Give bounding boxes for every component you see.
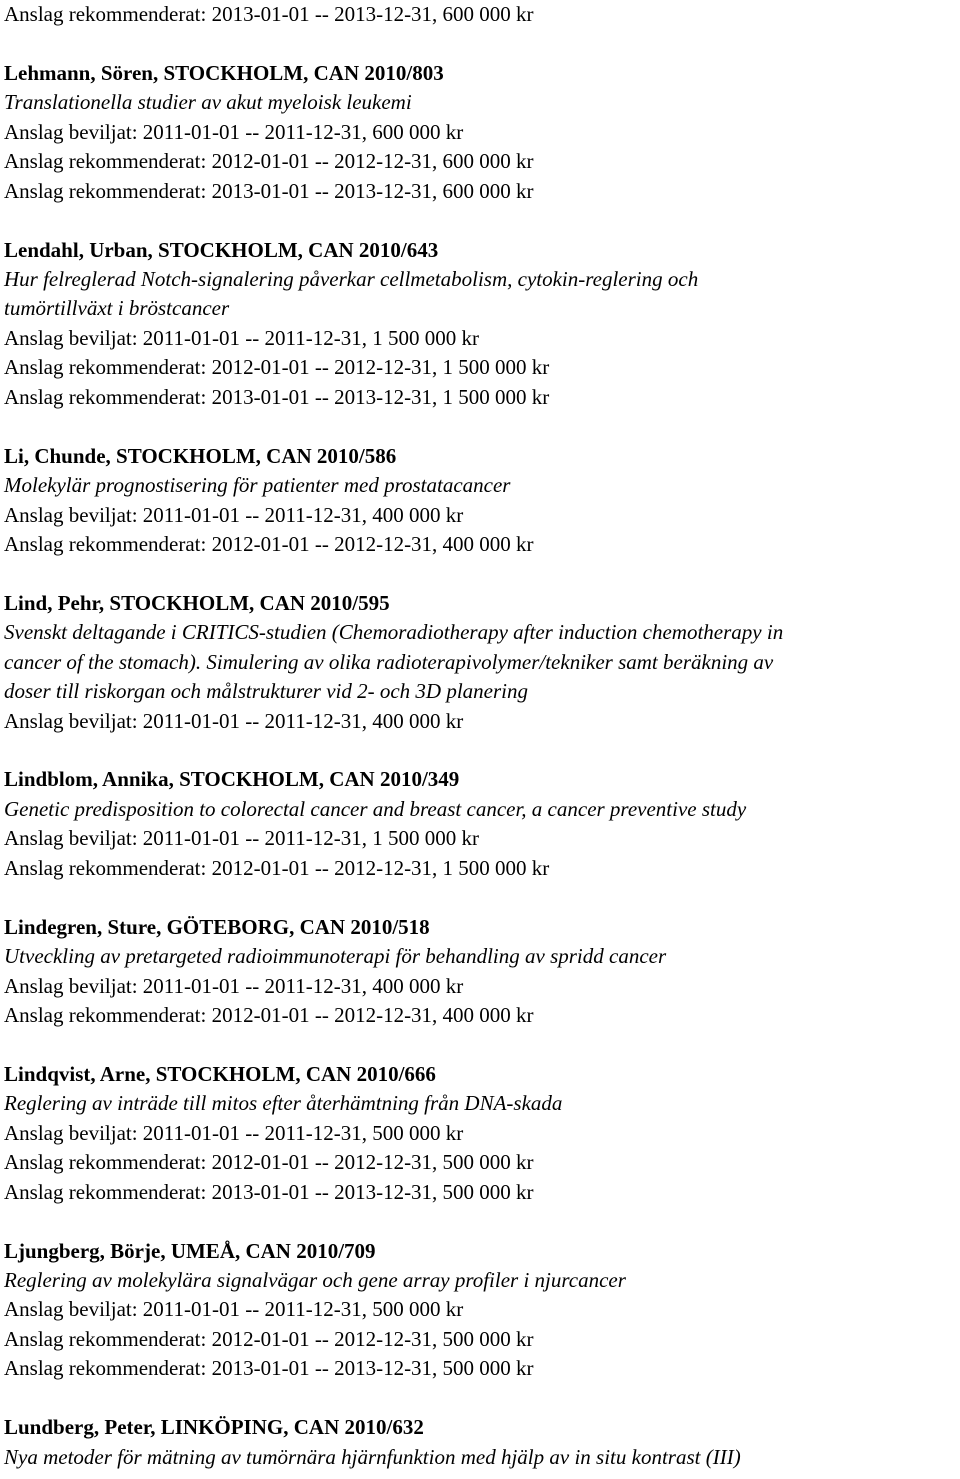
- project-title-line: cancer of the stomach). Simulering av olika radioterapivolymer/tekniker samt beräkning av: [4, 649, 774, 674]
- grant-entry: [4, 236, 960, 413]
- grant-line: Anslag rekommenderat: 2012-01-01 -- 2012-12-31, 500 000 kr: [4, 1326, 534, 1351]
- project-title-line: Molekylär prognostisering för patienter med prostatacancer: [4, 473, 511, 498]
- project-title-line: doser till riskorgan och målstrukturer vid 2- och 3D planering: [4, 679, 528, 704]
- entry-heading: Lindblom, Annika, STOCKHOLM, CAN 2010/349: [4, 767, 460, 792]
- grant-entry: [4, 1060, 960, 1207]
- project-title-line: Svenskt deltagande i CRITICS-studien (Chemoradiotherapy after induction chemotherapy in: [4, 620, 784, 645]
- grant-line: Anslag rekommenderat: 2013-01-01 -- 2013-12-31, 600 000 kr: [4, 178, 534, 203]
- grant-entries: [4, 59, 960, 1472]
- grant-entry: [4, 1413, 960, 1472]
- grant-entry: [4, 442, 960, 560]
- project-title-line: Utveckling av pretargeted radioimmunoterapi för behandling av spridd cancer: [4, 944, 667, 969]
- project-title-line: Hur felreglerad Notch-signalering påverkar cellmetabolism, cytokin-reglering och: [4, 266, 699, 291]
- entry-heading: Lind, Pehr, STOCKHOLM, CAN 2010/595: [4, 590, 390, 615]
- grant-line: Anslag beviljat: 2011-01-01 -- 2011-12-31, 400 000 kr: [4, 708, 464, 733]
- grant-entry: [4, 59, 960, 206]
- grant-line: Anslag rekommenderat: 2012-01-01 -- 2012-12-31, 1 500 000 kr: [4, 855, 550, 880]
- grant-line: Anslag beviljat: 2011-01-01 -- 2011-12-31, 400 000 kr: [4, 973, 464, 998]
- entry-heading: Lendahl, Urban, STOCKHOLM, CAN 2010/643: [4, 237, 439, 262]
- project-title-line: tumörtillväxt i bröstcancer: [4, 296, 230, 321]
- grant-list-document: [4, 0, 960, 1472]
- grant-line: Anslag rekommenderat: 2012-01-01 -- 2012-12-31, 1 500 000 kr: [4, 355, 550, 380]
- lead-grant-line: Anslag rekommenderat: 2013-01-01 -- 2013-12-31, 600 000 kr: [4, 2, 534, 26]
- grant-line: Anslag rekommenderat: 2012-01-01 -- 2012-12-31, 600 000 kr: [4, 149, 534, 174]
- entry-heading: Lindegren, Sture, GÖTEBORG, CAN 2010/518: [4, 914, 430, 939]
- project-title-line: Translationella studier av akut myeloisk leukemi: [4, 90, 412, 115]
- grant-line: Anslag rekommenderat: 2012-01-01 -- 2012-12-31, 500 000 kr: [4, 1150, 534, 1175]
- grant-line: Anslag rekommenderat: 2013-01-01 -- 2013-12-31, 1 500 000 kr: [4, 384, 550, 409]
- project-title-line: Nya metoder för mätning av tumörnära hjärnfunktion med hjälp av in situ kontrast (III): [4, 1444, 741, 1469]
- grant-line: Anslag beviljat: 2011-01-01 -- 2011-12-31, 1 500 000 kr: [4, 325, 479, 350]
- entry-heading: Lehmann, Sören, STOCKHOLM, CAN 2010/803: [4, 60, 444, 85]
- entry-heading: Ljungberg, Börje, UMEÅ, CAN 2010/709: [4, 1238, 376, 1263]
- entry-heading: Li, Chunde, STOCKHOLM, CAN 2010/586: [4, 443, 397, 468]
- grant-entry: [4, 765, 960, 883]
- entry-heading: Lundberg, Peter, LINKÖPING, CAN 2010/632: [4, 1415, 424, 1440]
- grant-line: Anslag beviljat: 2011-01-01 -- 2011-12-31, 500 000 kr: [4, 1120, 464, 1145]
- grant-line: Anslag beviljat: 2011-01-01 -- 2011-12-31, 500 000 kr: [4, 1297, 464, 1322]
- grant-line: Anslag rekommenderat: 2013-01-01 -- 2013-12-31, 500 000 kr: [4, 1179, 534, 1204]
- grant-line: Anslag beviljat: 2011-01-01 -- 2011-12-31, 600 000 kr: [4, 119, 464, 144]
- project-title-line: Reglering av inträde till mitos efter återhämtning från DNA-skada: [4, 1091, 563, 1116]
- grant-entry: [4, 1237, 960, 1384]
- grant-line: Anslag beviljat: 2011-01-01 -- 2011-12-31, 400 000 kr: [4, 502, 464, 527]
- entry-heading: Lindqvist, Arne, STOCKHOLM, CAN 2010/666: [4, 1061, 436, 1086]
- grant-line: Anslag rekommenderat: 2012-01-01 -- 2012-12-31, 400 000 kr: [4, 531, 534, 556]
- grant-entry: [4, 589, 960, 736]
- project-title-line: Genetic predisposition to colorectal cancer and breast cancer, a cancer preventive study: [4, 796, 747, 821]
- project-title-line: Reglering av molekylära signalvägar och gene array profiler i njurcancer: [4, 1267, 626, 1292]
- grant-line: Anslag rekommenderat: 2012-01-01 -- 2012-12-31, 400 000 kr: [4, 1003, 534, 1028]
- grant-line: Anslag beviljat: 2011-01-01 -- 2011-12-31, 1 500 000 kr: [4, 826, 479, 851]
- grant-line: Anslag rekommenderat: 2013-01-01 -- 2013-12-31, 500 000 kr: [4, 1356, 534, 1381]
- grant-entry: [4, 913, 960, 1031]
